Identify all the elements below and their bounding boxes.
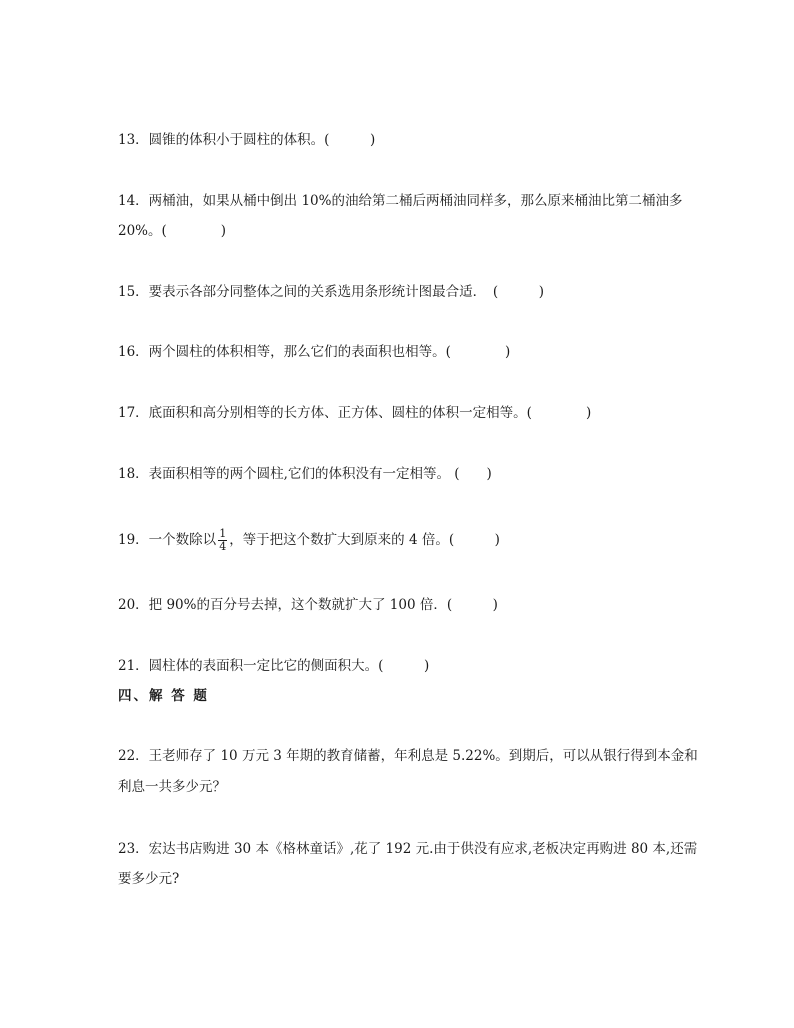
question-14-line-2: 20%。( ) — [118, 223, 227, 239]
question-19 — [118, 528, 500, 553]
question-15: 15．要表示各部分同整体之间的关系选用条形统计图最合适． ( ) — [118, 284, 544, 300]
question-19-text-after: ，等于把这个数扩大到原来的 4 倍。( ) — [229, 532, 500, 548]
question-21: 21．圆柱体的表面积一定比它的侧面积大。( ) — [118, 658, 430, 674]
fraction-denominator: 4 — [219, 540, 227, 553]
question-13: 13．圆锥的体积小于圆柱的体积。( ) — [118, 132, 376, 148]
question-22-line-2: 利息一共多少元？ — [118, 779, 226, 795]
question-22-line-1: 22．王老师存了 10 万元 3 年期的教育储蓄，年利息是 5.22%。到期后，可以从银行得到本金和 — [118, 748, 698, 764]
fraction-numerator: 1 — [219, 527, 227, 540]
question-17: 17．底面积和高分别相等的长方体、正方体、圆柱的体积一定相等。( ) — [118, 405, 592, 421]
section-heading: 四、解 答 题 — [118, 688, 209, 704]
question-23-line-1: 23．宏达书店购进 30 本《格林童话》,花了 192 元.由于供没有应求,老板决定再购进 80 本,还需 — [118, 841, 698, 857]
question-14-line-1: 14．两桶油，如果从桶中倒出 10%的油给第二桶后两桶油同样多，那么原来桶油比第二桶油多 — [118, 193, 683, 209]
question-23-line-2: 要多少元? — [118, 871, 180, 887]
question-20: 20．把 90%的百分号去掉，这个数就扩大了 100 倍．( ) — [118, 597, 498, 613]
question-16: 16．两个圆柱的体积相等，那么它们的表面积也相等。( ) — [118, 344, 511, 360]
question-18: 18．表面积相等的两个圆柱,它们的体积没有一定相等。 ( ) — [118, 466, 492, 482]
question-19-text-before: 19．一个数除以 — [118, 532, 217, 548]
fraction-one-quarter — [218, 528, 227, 553]
